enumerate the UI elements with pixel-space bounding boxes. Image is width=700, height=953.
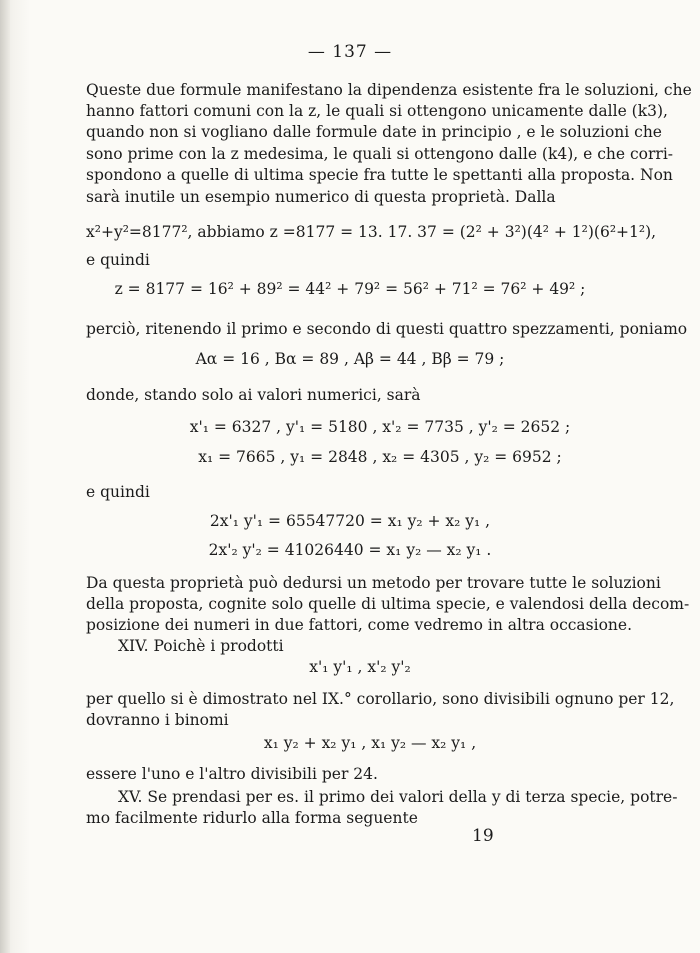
section-heading-line: XIV. Poichè i prodotti [118,637,284,655]
equation: x'₁ y'₁ , x'₂ y'₂ [309,658,411,676]
text-line: sarà inutile un esempio numerico di questa proprietà. Dalla [86,188,556,206]
equation: x'₁ = 6327 , y'₁ = 5180 , x'₂ = 7735 , y'₂ = 2652 ; [189,418,571,436]
text-line: essere l'uno e l'altro divisibili per 24. [86,765,378,783]
text-line: perciò, ritenendo il primo e secondo di questi quattro spezzamenti, poniamo [86,320,688,338]
equation-line: x²+y²=8177², abbiamo z =8177 = 13. 17. 37 = (2² + 3²)(4² + 1²)(6²+1²), [86,223,657,241]
equation: Aα = 16 , Bα = 89 , Aβ = 44 , Bβ = 79 ; [195,350,505,368]
equation: z = 8177 = 16² + 89² = 44² + 79² = 56² + 71² = 76² + 49² ; [114,280,586,298]
text-line: sono prime con la z medesima, le quali si ottengono dalle (k4), e che corri- [86,145,674,163]
signature-mark: 19 [472,826,494,846]
text-line: Queste due formule manifestano la dipendenza esistente fra le soluzioni, che [86,81,692,99]
text-line: posizione dei numeri in due fattori, come vedremo in altra occasione. [86,616,633,634]
equation: x₁ y₂ + x₂ y₁ , x₁ y₂ — x₂ y₁ , [263,734,477,752]
text-line: spondono a quelle di ultima specie fra tutte le spettanti alla proposta. Non [86,166,673,184]
page-gutter-shadow [0,0,10,953]
equation: x₁ = 7665 , y₁ = 2848 , x₂ = 4305 , y₂ = 6952 ; [198,448,562,466]
text-line: e quindi [86,483,150,501]
text-line: per quello si è dimostrato nel IX.° corollario, sono divisibili ognuno per 12, [86,690,675,708]
text-line: donde, stando solo ai valori numerici, sarà [86,386,421,404]
equation: 2x'₂ y'₂ = 41026440 = x₁ y₂ — x₂ y₁ . [208,541,492,559]
section-heading-line: XV. Se prendasi per es. il primo dei valori della y di terza specie, potre- [118,788,678,806]
page-number: — 137 — [307,42,393,62]
text-line: dovranno i binomi [86,711,229,729]
text-line: e quindi [86,251,150,269]
text-line: quando non si vogliano dalle formule date in principio , e le soluzioni che [86,123,662,141]
text-line: della proposta, cognite solo quelle di ultima specie, e valendosi della decom- [86,595,690,613]
equation: 2x'₁ y'₁ = 65547720 = x₁ y₂ + x₂ y₁ , [209,512,491,530]
text-line: Da questa proprietà può dedursi un metodo per trovare tutte le soluzioni [86,574,661,592]
text-line: mo facilmente ridurlo alla forma seguente [86,809,418,827]
text-line: hanno fattori comuni con la z, le quali si ottengono unicamente dalle (k3), [86,102,668,120]
